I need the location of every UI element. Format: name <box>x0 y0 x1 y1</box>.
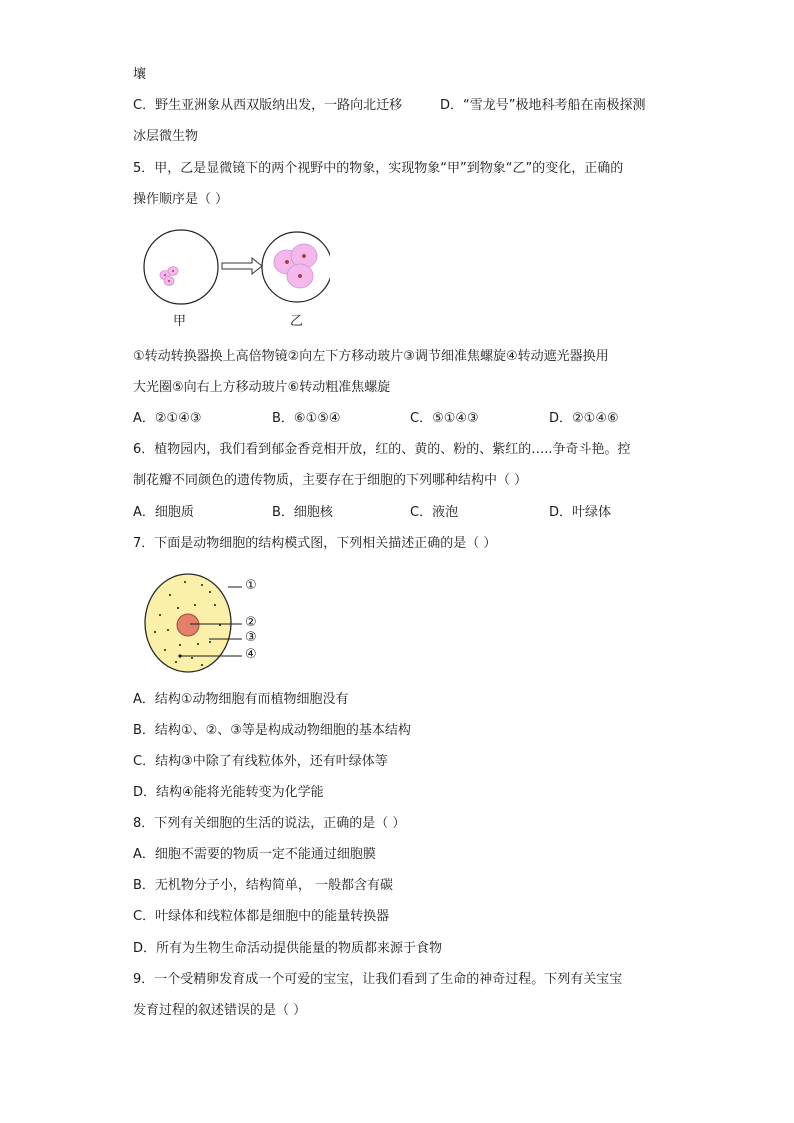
cell-label-1: ① <box>245 578 257 593</box>
q5-steps: ①转动转换器换上高倍物镜②向左下方移动玻片③调节细准焦螺旋④转动遮光器换用 <box>133 349 609 364</box>
q7-option-a: A．结构①动物细胞有而植物细胞没有 <box>133 692 349 707</box>
q5-option-c: C．⑤①④③ <box>410 411 479 426</box>
q6-stem-cont: 制花瓣不同颜色的遗传物质，主要存在于细胞的下列哪种结构中（ ） <box>133 473 528 488</box>
cell-label-2: ② <box>245 615 257 630</box>
animal-cell-diagram <box>140 570 280 680</box>
figure-label-jia: 甲 <box>173 314 187 329</box>
q6-option-d: D．叶绿体 <box>549 505 612 520</box>
q7-option-c: C．结构③中除了有线粒体外，还有叶绿体等 <box>133 754 388 769</box>
view-a-circle <box>144 230 218 304</box>
q8-option-c: C．叶绿体和线粒体都是细胞中的能量转换器 <box>133 909 390 924</box>
q6-option-b: B．细胞核 <box>272 505 333 520</box>
q8-option-d: D．所有为生物生命活动提供能量的物质都来源于食物 <box>133 941 443 956</box>
q7-option-d: D．结构④能将光能转变为化学能 <box>133 785 324 800</box>
cell-label-3: ③ <box>245 630 257 645</box>
arrow-right-icon <box>222 258 262 274</box>
q8-stem: 8．下列有关细胞的生活的说法，正确的是（ ） <box>133 816 406 831</box>
cell-nucleus <box>177 614 199 636</box>
q8-option-b: B．无机物分子小，结构简单， 一般都含有碳 <box>133 878 394 893</box>
q6-stem: 6．植物园内，我们看到郁金香竞相开放，红的、黄的、粉的、紫红的…..争奇斗艳。控 <box>133 442 631 457</box>
q6-option-c: C．液泡 <box>410 505 459 520</box>
q5-steps-cont: 大光圈⑤向右上方移动玻片⑥转动粗准焦螺旋 <box>133 380 391 395</box>
q4-option-c: C．野生亚洲象从西双版纳出发，一路向北迁移 <box>133 98 403 113</box>
q5-option-b: B．⑥①⑤④ <box>272 411 341 426</box>
q6-option-a: A．细胞质 <box>133 505 194 520</box>
q9-stem: 9．一个受精卵发育成一个可爱的宝宝，让我们看到了生命的神奇过程。下列有关宝宝 <box>133 972 623 987</box>
q5-option-a: A．②①④③ <box>133 411 202 426</box>
q7-option-b: B．结构①、②、③等是构成动物细胞的基本结构 <box>133 723 411 738</box>
q4-option-d: D．“雪龙号”极地科考船在南极探测 <box>440 98 646 113</box>
q4-continuation-text: 壤 <box>133 67 147 82</box>
q5-stem: 5．甲，乙是显微镜下的两个视野中的物象，实现物象“甲”到物象“乙”的变化，正确的 <box>133 161 624 176</box>
cell-label-4: ④ <box>245 647 257 662</box>
q7-stem: 7．下面是动物细胞的结构模式图，下列相关描述正确的是（ ） <box>133 536 497 551</box>
figure-label-yi: 乙 <box>290 314 304 329</box>
q8-option-a: A．细胞不需要的物质一定不能通过细胞膜 <box>133 847 376 862</box>
q4-option-d-cont: 冰层微生物 <box>133 129 199 144</box>
q9-stem-cont: 发育过程的叙述错误的是（ ） <box>133 1003 307 1018</box>
q5-stem-cont: 操作顺序是（ ） <box>133 192 229 207</box>
q5-option-d: D．②①④⑥ <box>549 411 619 426</box>
